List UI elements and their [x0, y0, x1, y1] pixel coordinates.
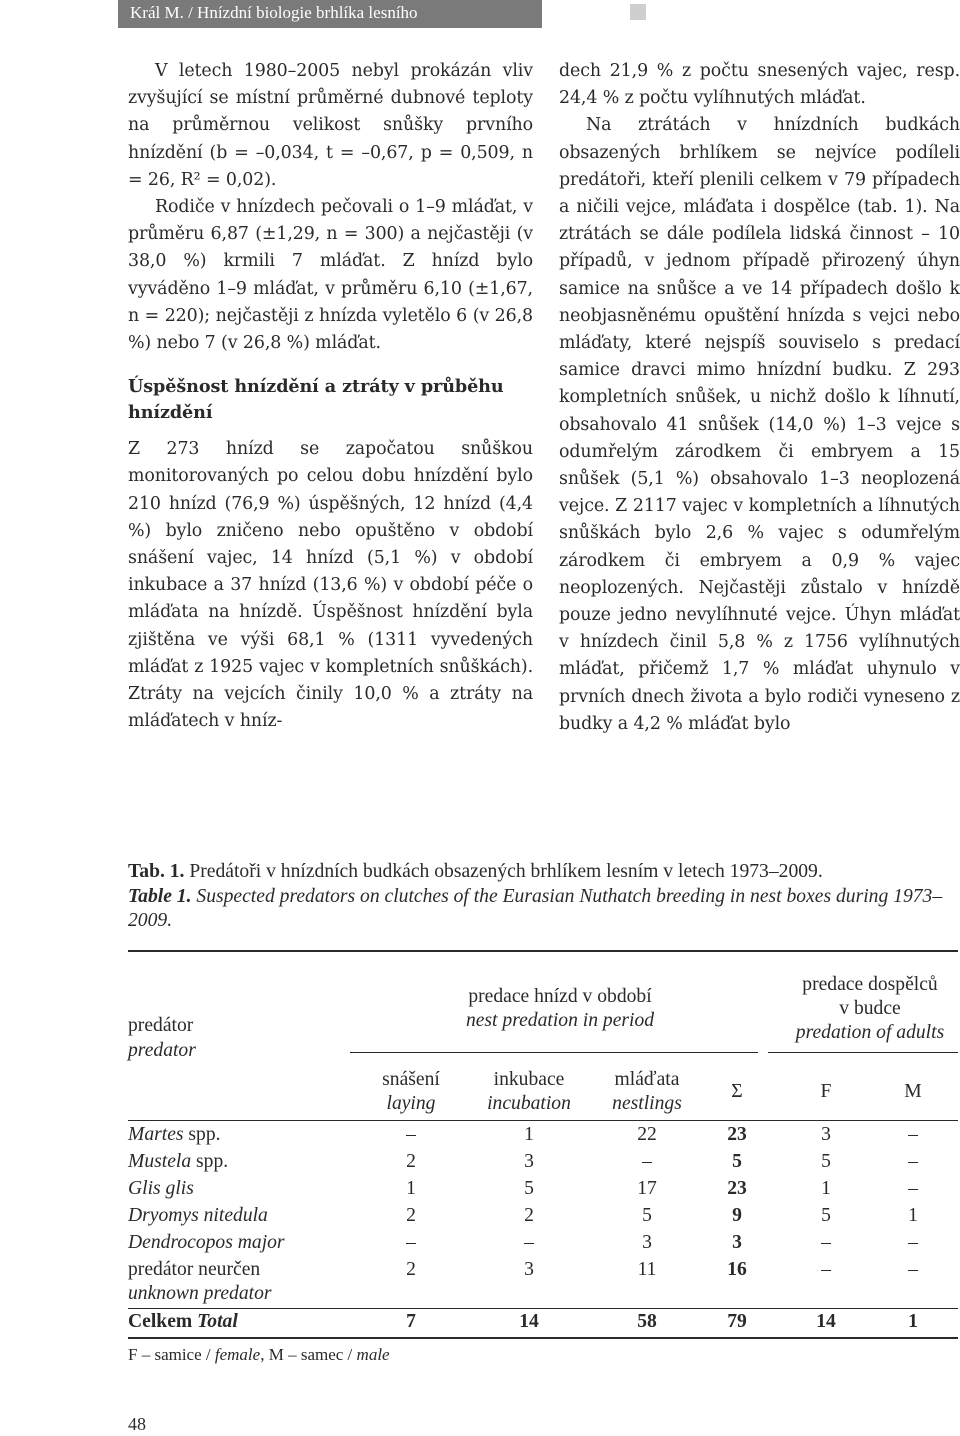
- row-predator-genus: Glis glis: [128, 1178, 194, 1199]
- caption-label-en: Table 1.: [128, 885, 192, 907]
- table-top-rule: [128, 950, 958, 952]
- header-square-icon: [630, 4, 646, 20]
- row-nestlings: 3: [642, 1232, 652, 1253]
- row-predator-genus: Mustela: [128, 1151, 192, 1172]
- row-incubation: 1: [524, 1124, 534, 1145]
- row-predator-cz: predátor neurčen: [128, 1259, 261, 1280]
- footnote-female-en: female: [214, 1345, 261, 1364]
- row-predator-genus: Dendrocopos major: [128, 1232, 285, 1253]
- header-female: F: [820, 1081, 832, 1102]
- table-caption: [128, 860, 960, 934]
- total-label-en: Total: [197, 1311, 238, 1332]
- section-heading: Úspěšnost hnízdění a ztráty v průběhu hnízdění: [128, 376, 504, 424]
- row-incubation: 3: [524, 1151, 534, 1172]
- footnote-female-code: F – samice /: [128, 1345, 215, 1364]
- footnote-male-en: male: [356, 1345, 390, 1364]
- paragraph: Rodiče v hnízdech pečovali o 1–9 mláďat, v průměru 6,87 (±1,29, n = 300) a nejčastěji (v 38,0 %) krmili 7 mláďat. Z hnízd bylo vyváděno 1–9 mláďat, v průměru 6,10 (±1,67, n = 220); nejčastěji z hnízda vyletělo 6 (v 26,8 %) nebo 7 (v 26,8 %) mláďat.: [128, 197, 533, 354]
- row-sum: 16: [727, 1259, 747, 1280]
- row-female: 5: [821, 1205, 831, 1226]
- header-sum: Σ: [731, 1081, 743, 1102]
- row-nestlings: –: [642, 1151, 652, 1172]
- total-label: [128, 1309, 238, 1334]
- row-laying: –: [406, 1232, 416, 1253]
- header-laying-en: laying: [386, 1093, 436, 1114]
- page-number: 48: [128, 1414, 146, 1434]
- header-incubation-en: incubation: [487, 1093, 571, 1114]
- header-adults-en: predation of adults: [795, 1022, 945, 1043]
- total-laying: 7: [406, 1311, 416, 1332]
- header-nestlings-cz: mláďata: [614, 1069, 680, 1090]
- row-nestlings: 11: [637, 1259, 657, 1280]
- nest-period-rule: [350, 1052, 758, 1053]
- total-label-cz: Celkem: [128, 1311, 193, 1332]
- right-column: [559, 58, 960, 738]
- total-incubation: 14: [519, 1311, 539, 1332]
- row-female: 1: [821, 1178, 831, 1199]
- row-male: –: [908, 1124, 918, 1145]
- header-predator-cz: predátor: [128, 1015, 194, 1036]
- row-nestlings: 17: [637, 1178, 657, 1199]
- row-sum: 9: [732, 1205, 742, 1226]
- table-row: [128, 1122, 221, 1147]
- header-adults-cz-1: predace dospělců: [802, 974, 938, 995]
- row-predator-en: unknown predator: [128, 1283, 272, 1304]
- header-nest-period-cz: predace hnízd v období: [468, 986, 652, 1007]
- row-predator-suffix: spp.: [191, 1151, 229, 1172]
- paragraph: dech 21,9 % z počtu snesených vajec, resp. 24,4 % z počtu vylíhnutých mláďat.: [559, 61, 960, 109]
- row-laying: 1: [406, 1178, 416, 1199]
- footnote-male-code: , M – samec /: [260, 1345, 357, 1364]
- row-female: –: [821, 1259, 831, 1280]
- table-footnote: [128, 1345, 390, 1365]
- running-header: [118, 0, 542, 28]
- paragraph: Na ztrátách v hnízdních budkách obsazených brhlíkem se nejvíce podíleli predátoři, kteří plenili celkem v 79 případech a ničili vejce, mláďata i dospělce (tab. 1). Na ztrátách se dále podílela lidská činnost – 10 případů, v jednom případě přirozený úhyn samice na snůšce a ve 14 případech došlo k neobjasněnému opuštění hnízda s vejci nebo mláďaty, které nejspíš souviselo s predací samice dravci mimo hnízdní budku. Z 293 kompletních snůšek, u nichž došlo k líhnutí, obsahovalo 41 snůšek (14,0 %) 1–3 vejce s odumřelým zárodkem či embryem a 15 snůšek (5,1 %) obsahovalo 1–3 neoplozená vejce. Z 2117 vajec v kompletních a líhnutých snůškách bylo 2,6 % vajec s odumřelým zárodkem či embryem a 0,9 % vajec neoplozených. Nejčastěji zůstalo v hnízdě pouze jedno nevylíhnuté vejce. Úhyn mláďat v hnízdech činil 5,8 % z 1756 vylíhnutých mláďat, přičemž 1,7 % mláďat uhynulo v prvních dnech života a bylo rodiči vyneseno z budky a 4,2 % mláďat bylo: [559, 115, 960, 734]
- header-laying-cz: snášení: [382, 1069, 440, 1090]
- row-incubation: 5: [524, 1178, 534, 1199]
- row-female: 5: [821, 1151, 831, 1172]
- total-male: 1: [908, 1311, 918, 1332]
- caption-label-cz: Tab. 1.: [128, 861, 185, 882]
- row-nestlings: 5: [642, 1205, 652, 1226]
- table-row: [128, 1149, 228, 1174]
- header-nestlings-en: nestlings: [612, 1093, 682, 1114]
- row-male: –: [908, 1259, 918, 1280]
- header-incubation-cz: inkubace: [493, 1069, 565, 1090]
- row-sum: 23: [727, 1124, 747, 1145]
- adults-rule: [768, 1052, 958, 1053]
- row-male: –: [908, 1178, 918, 1199]
- paragraph: V letech 1980–2005 nebyl prokázán vliv zvyšující se místní průměrné dubnové teploty na průměrnou velikost snůšky prvního hnízdění (b = –0,034, t = –0,67, p = 0,509, n = 26, R² = 0,02).: [128, 61, 533, 190]
- caption-text-cz: Predátoři v hnízdních budkách obsazených brhlíkem lesním v letech 1973–2009.: [184, 861, 823, 882]
- row-predator-suffix: spp.: [183, 1124, 221, 1145]
- caption-text-en: Suspected predators on clutches of the Eurasian Nuthatch breeding in nest boxes during 1973–2009.: [128, 885, 943, 931]
- header-male: M: [904, 1081, 922, 1102]
- row-male: –: [908, 1232, 918, 1253]
- row-male: –: [908, 1151, 918, 1172]
- row-incubation: 2: [524, 1205, 534, 1226]
- row-laying: –: [406, 1124, 416, 1145]
- total-nestlings: 58: [637, 1311, 657, 1332]
- header-adults-cz-2: v budce: [839, 998, 901, 1019]
- left-column: [128, 58, 533, 735]
- row-laying: 2: [406, 1205, 416, 1226]
- row-sum: 5: [732, 1151, 742, 1172]
- row-laying: 2: [406, 1151, 416, 1172]
- header-predator-en: predator: [128, 1040, 196, 1061]
- row-incubation: 3: [524, 1259, 534, 1280]
- paragraph: Z 273 hnízd se započatou snůškou monitorovaných po celou dobu hnízdění bylo 210 hnízd (76,9 %) úspěšných, 12 hnízd (4,4 %) bylo zničeno nebo opuštěno v období snášení vajec, 14 hnízd (5,1 %) v období inkubace a 37 hnízd (13,6 %) v období péče o mláďata na hnízdě. Úspěšnost hnízdění byla zjištěna ve výši 68,1 % (1311 vyvedených mláďat z 1925 vajec v kompletních snůškách). Ztráty na vejcích činily 10,0 % a ztráty na mláďatech v hníz-: [128, 439, 533, 732]
- row-laying: 2: [406, 1259, 416, 1280]
- running-title: Král M. / Hnízdní biologie brhlíka lesního: [130, 3, 418, 22]
- header-nest-period-en: nest predation in period: [465, 1010, 655, 1031]
- row-nestlings: 22: [637, 1124, 657, 1145]
- total-female: 14: [816, 1311, 836, 1332]
- row-male: 1: [908, 1205, 918, 1226]
- row-female: 3: [821, 1124, 831, 1145]
- row-predator-genus: Dryomys nitedula: [128, 1205, 268, 1226]
- total-sum: 79: [727, 1311, 747, 1332]
- table-header-rule: [128, 1120, 958, 1121]
- row-predator-genus: Martes: [128, 1124, 184, 1145]
- row-female: –: [821, 1232, 831, 1253]
- row-incubation: –: [524, 1232, 534, 1253]
- row-sum: 23: [727, 1178, 747, 1199]
- row-sum: 3: [732, 1232, 742, 1253]
- table-bottom-rule: [128, 1337, 958, 1339]
